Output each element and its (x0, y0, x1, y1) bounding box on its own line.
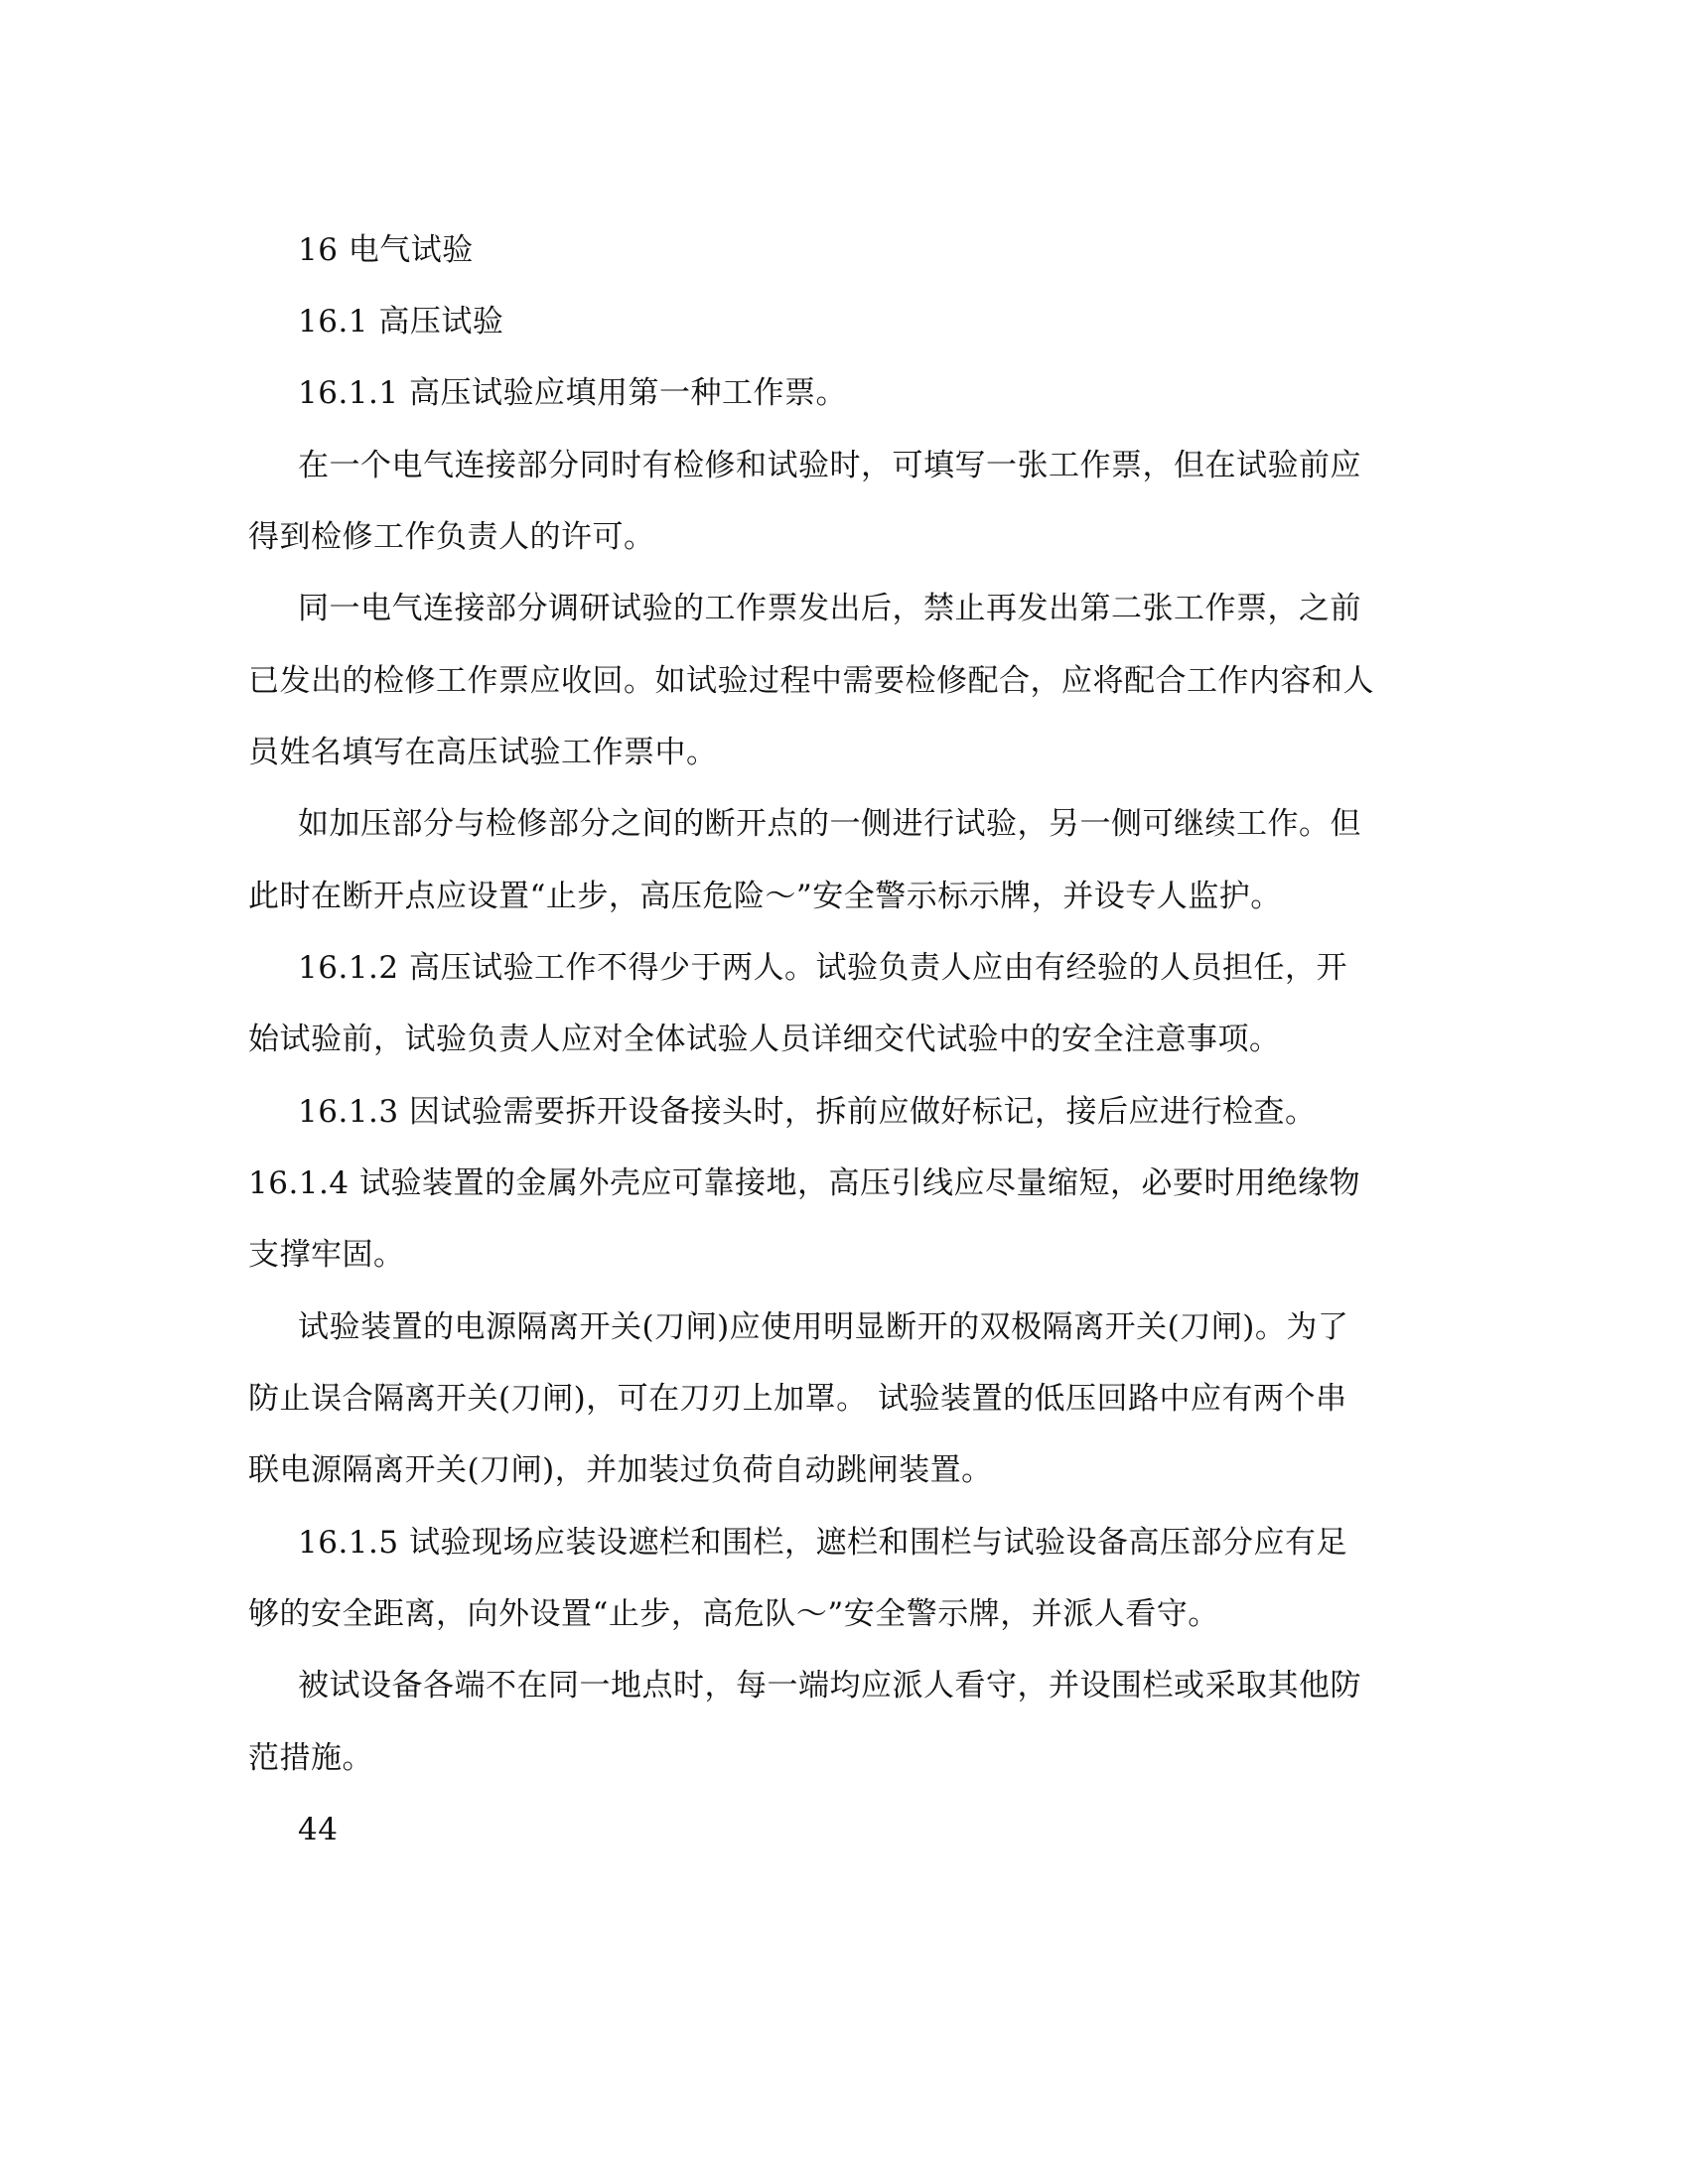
text-line: 联电源隔离开关(刀闸)，并加装过负荷自动跳闸装置。 (248, 1452, 993, 1488)
text-line: 员姓名填写在高压试验工作票中。 (248, 735, 718, 770)
text-line: 16.1.5 试验现场应装设遮栏和围栏，遮栏和围栏与试验设备高压部分应有足 (298, 1525, 1347, 1561)
text-line: 在一个电气连接部分同时有检修和试验时，可填写一张工作票，但在试验前应 (298, 448, 1361, 483)
text-line: 已发出的检修工作票应收回。如试验过程中需要检修配合，应将配合工作内容和人 (248, 663, 1374, 699)
text-line: 试验装置的电源隔离开关(刀闸)应使用明显断开的双极隔离开关(刀闸)。为了 (298, 1309, 1349, 1345)
text-line: 如加压部分与检修部分之间的断开点的一侧进行试验，另一侧可继续工作。但 (298, 806, 1361, 842)
text-line: 同一电气连接部分调研试验的工作票发出后，禁止再发出第二张工作票，之前 (298, 591, 1361, 626)
subsection-heading: 16.1 高压试验 (298, 304, 504, 340)
text-line: 此时在断开点应设置“止步，高压危险～”安全警示标示牌，并设专人监护。 (248, 879, 1282, 914)
text-line: 得到检修工作负责人的许可。 (248, 519, 655, 555)
text-line: 16.1.2 高压试验工作不得少于两人。试验负责人应由有经验的人员担任，开 (298, 950, 1347, 986)
text-line: 16.1.1 高压试验应填用第一种工作票。 (298, 375, 847, 411)
text-line: 够的安全距离，向外设置“止步，高危队～”安全警示牌，并派人看守。 (248, 1596, 1219, 1632)
text-line: 16.1.4 试验装置的金属外壳应可靠接地，高压引线应尽量缩短，必要时用绝缘物 (248, 1165, 1360, 1201)
text-line: 范措施。 (248, 1740, 373, 1776)
text-line: 防止误合隔离开关(刀闸)，可在刀刃上加罩。 试验装置的低压回路中应有两个串 (248, 1381, 1347, 1417)
text-line: 始试验前，试验负责人应对全体试验人员详细交代试验中的安全注意事项。 (248, 1022, 1281, 1057)
text-line: 被试设备各端不在同一地点时，每一端均应派人看守，并设围栏或采取其他防 (298, 1668, 1361, 1704)
text-line: 16.1.3 因试验需要拆开设备接头时，拆前应做好标记，接后应进行检查。 (298, 1094, 1317, 1130)
section-heading: 16 电气试验 (298, 232, 474, 268)
text-line: 支撑牢固。 (248, 1237, 405, 1273)
page-number: 44 (298, 1812, 339, 1847)
